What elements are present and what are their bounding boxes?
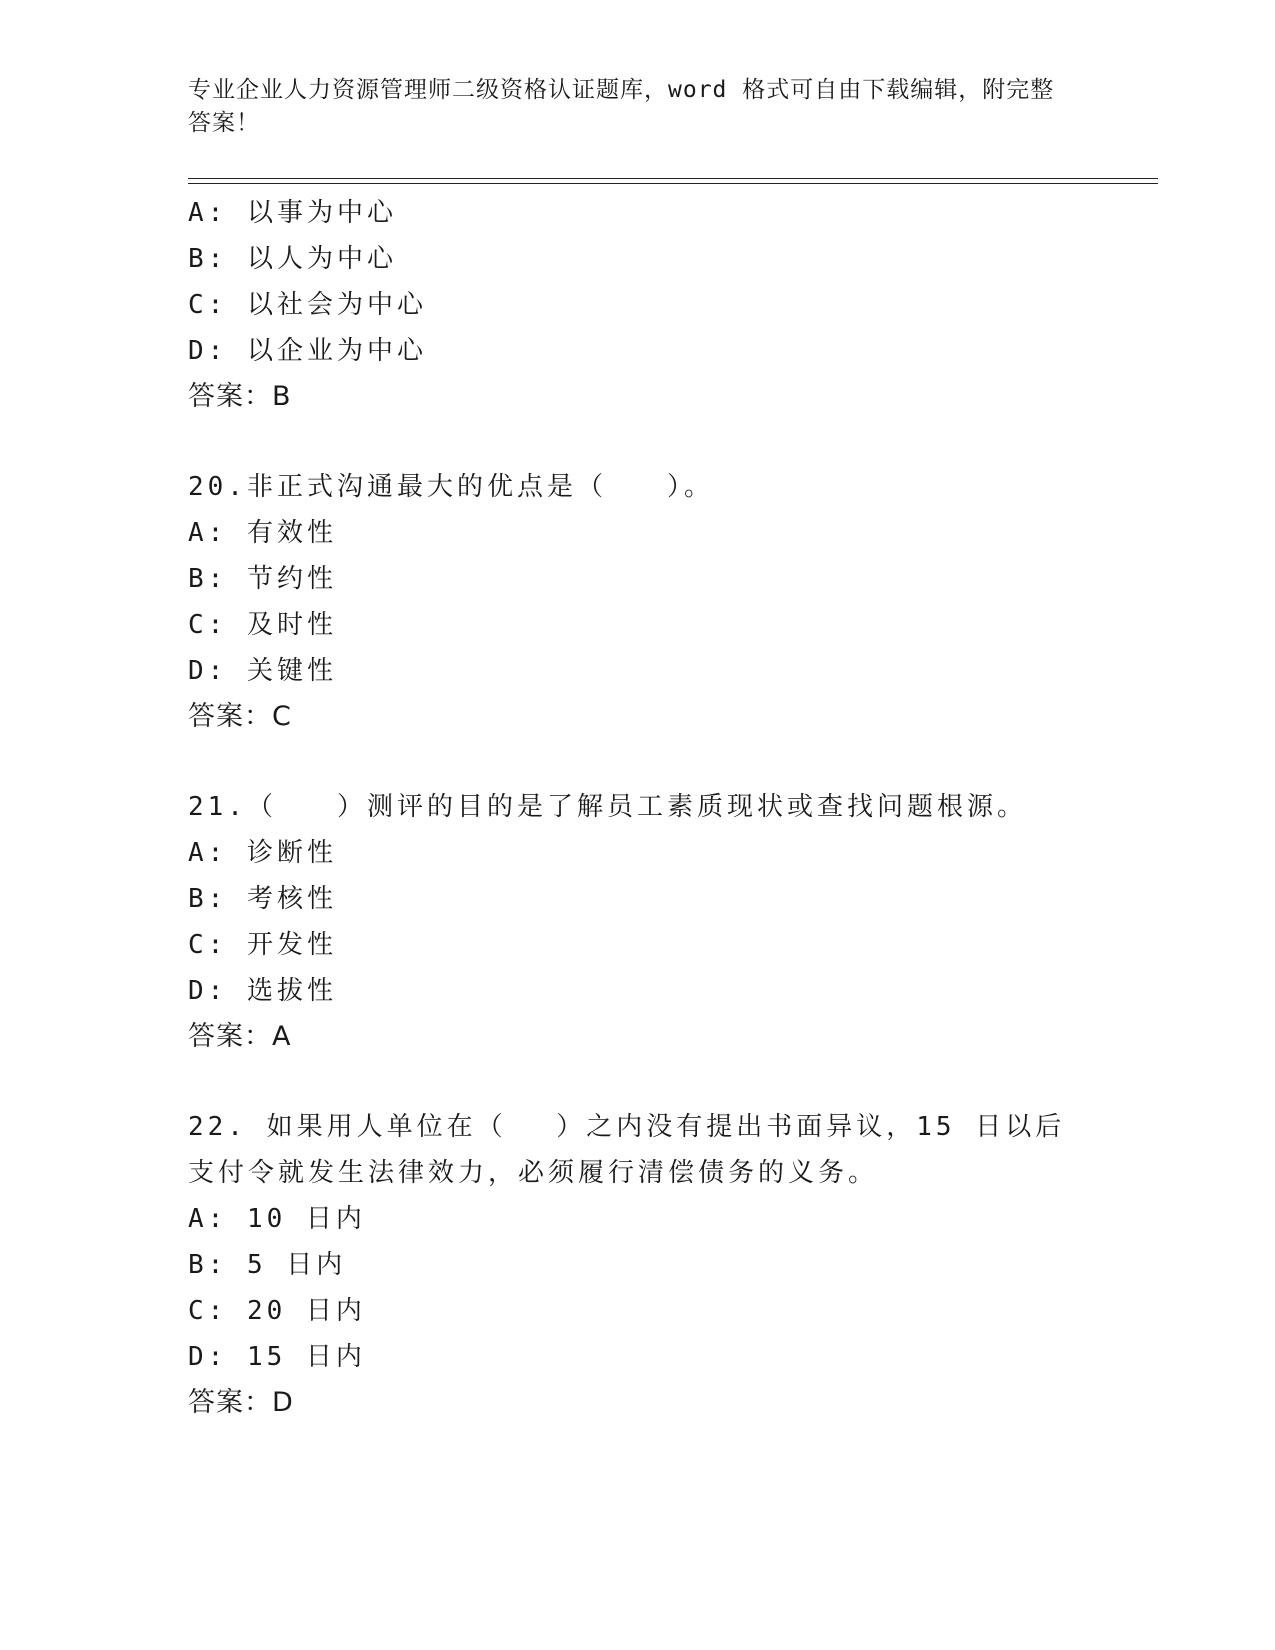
question-21 [188,784,1088,1060]
header-divider-top [188,178,1158,179]
option-b: B: 节约性 [188,564,337,594]
option-b: B: 考核性 [188,884,337,914]
option-a: A: 诊断性 [188,838,337,868]
spacer [188,1060,1088,1104]
option-a: A: 以事为中心 [188,198,397,228]
option-c: C: 以社会为中心 [188,290,427,320]
option-b: B: 5 日内 [188,1250,347,1280]
question-22 [188,1104,1088,1426]
question-stem: 20.非正式沟通最大的优点是（ ）。 [188,472,714,502]
option-d: D: 关键性 [188,656,337,686]
question-20 [188,464,1088,740]
answer: 答案：D [188,1387,294,1418]
header-divider-bottom [188,183,1158,184]
option-a: A: 10 日内 [188,1204,366,1234]
answer: 答案：A [188,1021,292,1052]
option-b: B: 以人为中心 [188,244,397,274]
document-header: 专业企业人力资源管理师二级资格认证题库，word 格式可自由下载编辑，附完整答案！ [188,77,1055,136]
option-a: A: 有效性 [188,518,337,548]
option-c: C: 20 日内 [188,1296,366,1326]
option-d: D: 以企业为中心 [188,336,427,366]
answer: 答案：B [188,381,292,412]
answer: 答案：C [188,701,292,732]
option-c: C: 开发性 [188,930,337,960]
spacer [188,420,1088,464]
option-c: C: 及时性 [188,610,337,640]
question-stem: 22. 如果用人单位在（ ）之内没有提出书面异议，15 日以后支付令就发生法律效力，必须履行清偿债务的义务。 [188,1112,1066,1188]
question-stem: 21.（ ）测评的目的是了解员工素质现状或查找问题根源。 [188,792,1027,822]
spacer [188,740,1088,784]
question-19-tail [188,190,1088,420]
option-d: D: 选拔性 [188,976,337,1006]
option-d: D: 15 日内 [188,1342,366,1372]
question-list [188,190,1088,1426]
